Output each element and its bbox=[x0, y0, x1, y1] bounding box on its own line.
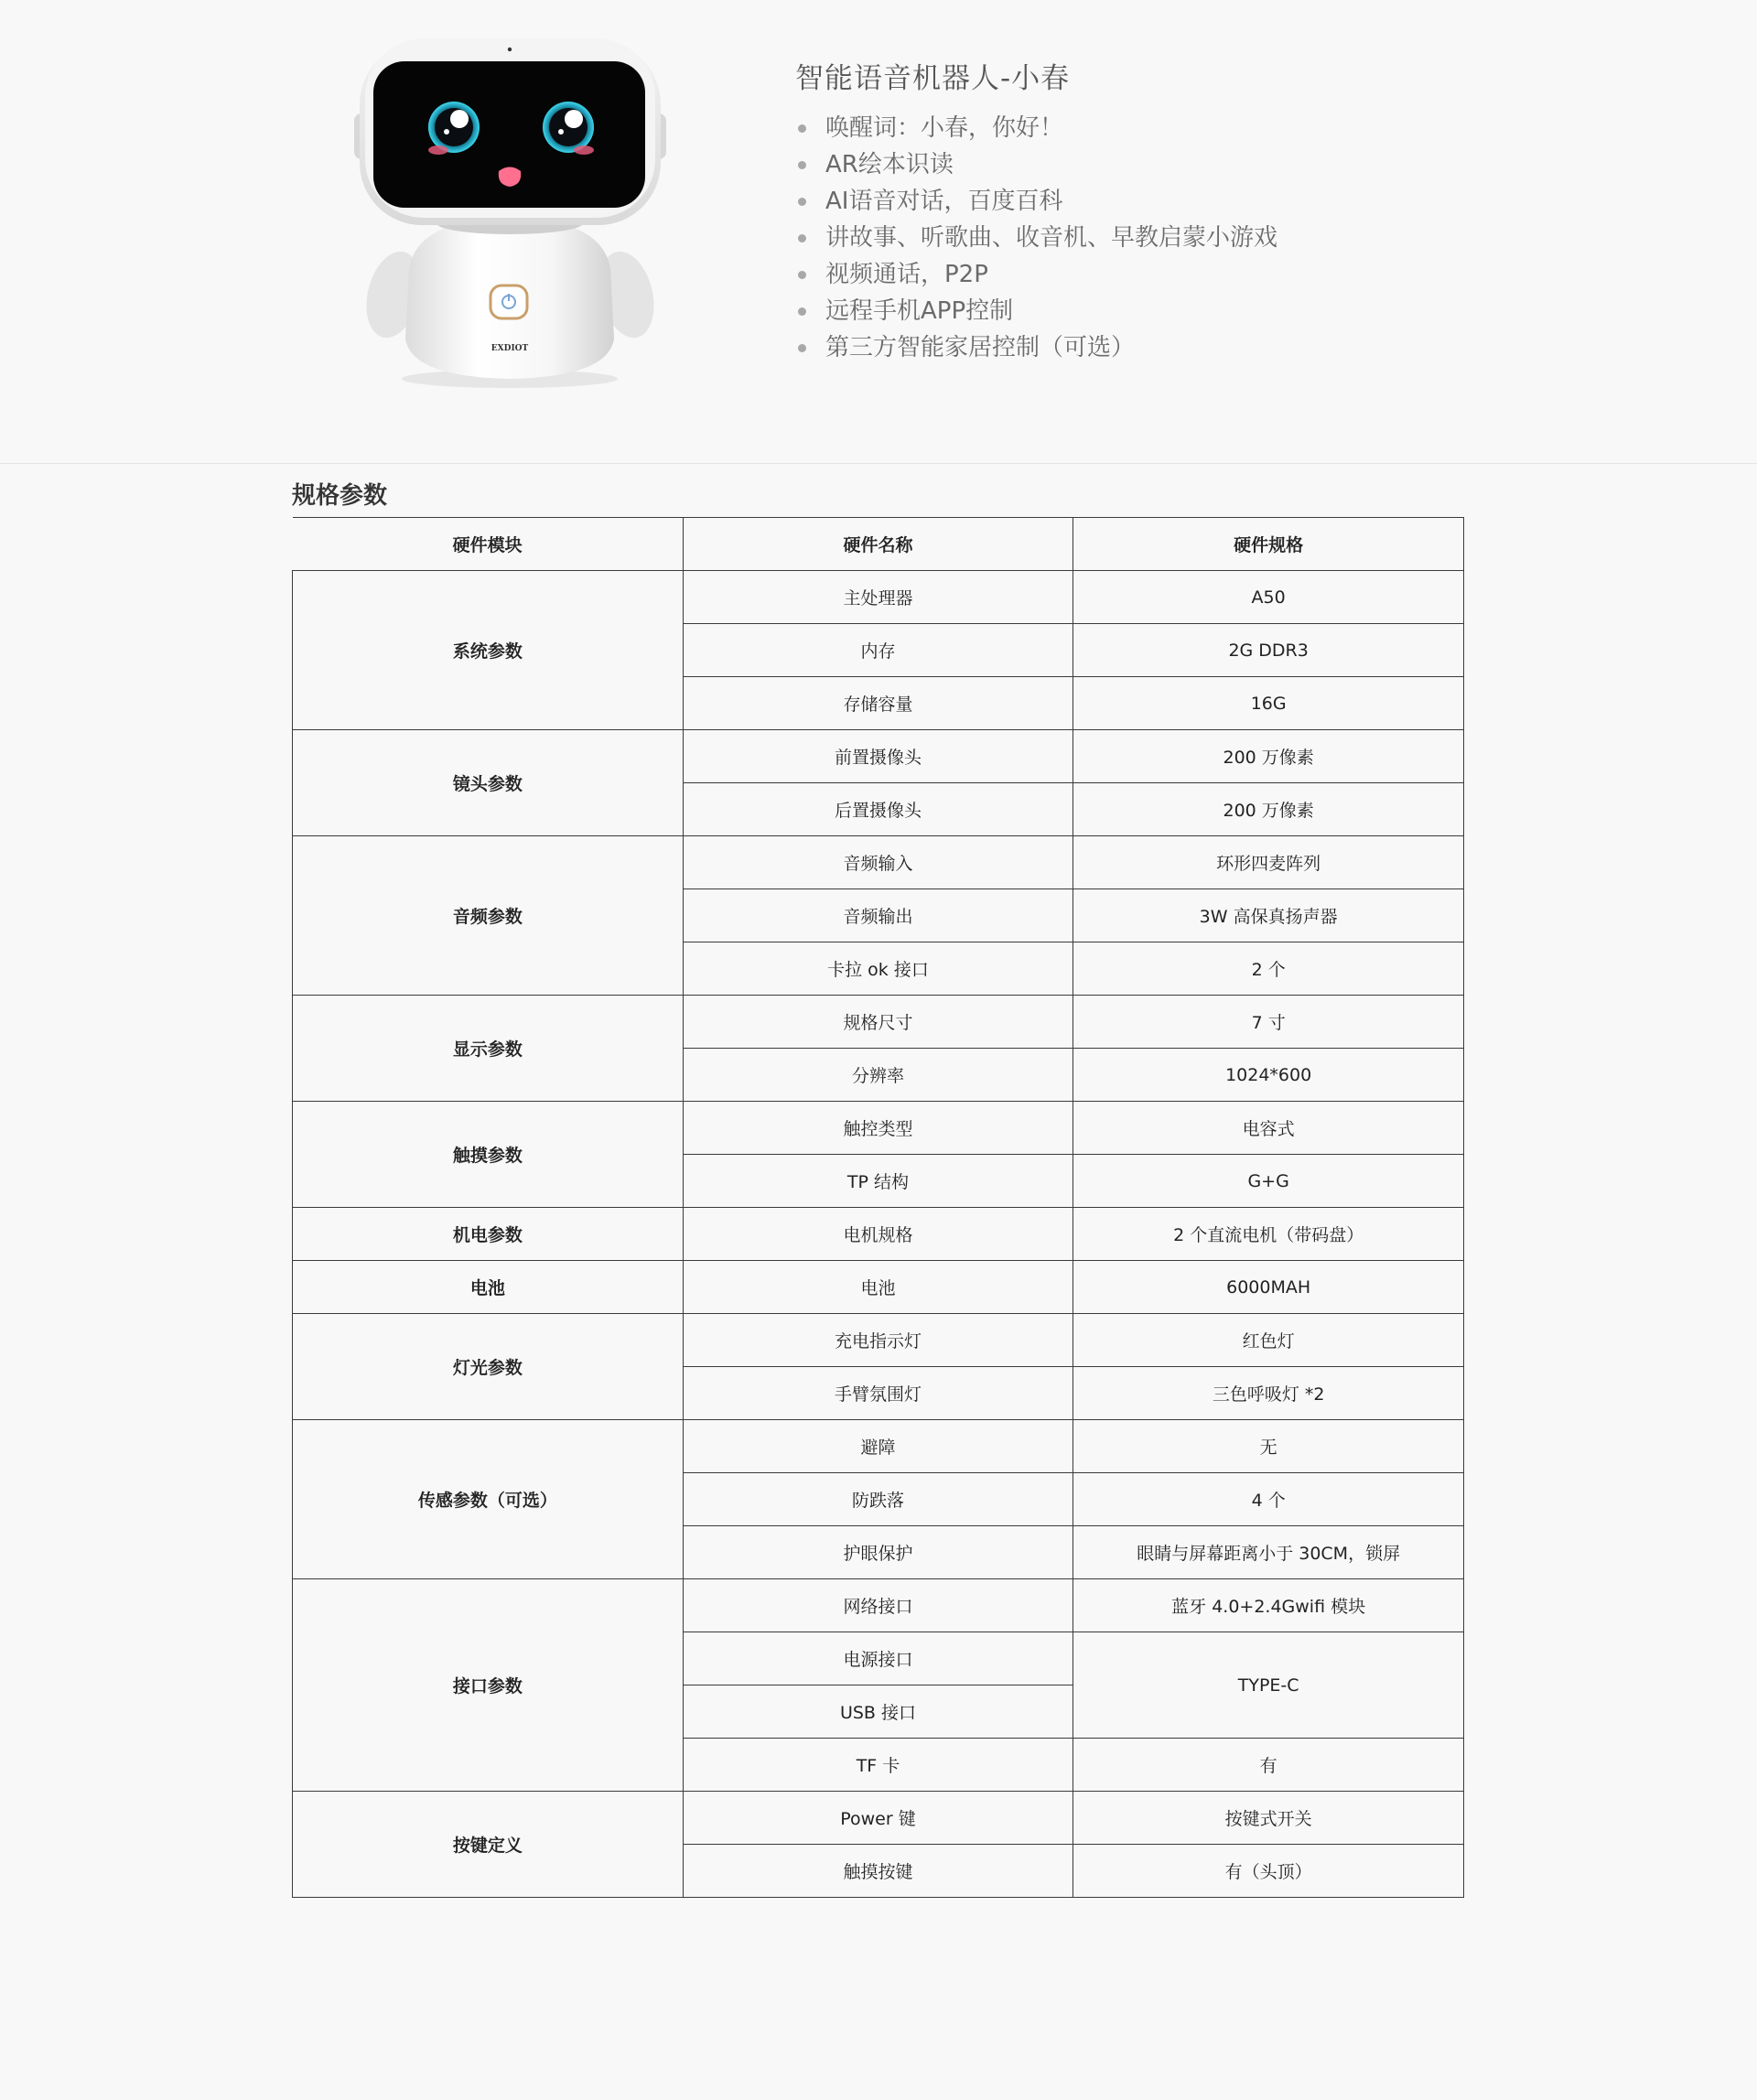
hardware-name-cell: 电源接口 bbox=[683, 1632, 1073, 1685]
table-row bbox=[293, 1102, 1464, 1155]
hardware-spec-cell: 2G DDR3 bbox=[1073, 624, 1464, 677]
hardware-spec-cell: 红色灯 bbox=[1073, 1314, 1464, 1367]
module-cell: 接口参数 bbox=[293, 1579, 684, 1792]
hardware-name-cell: USB 接口 bbox=[683, 1685, 1073, 1739]
hardware-spec-cell: 电容式 bbox=[1073, 1102, 1464, 1155]
product-title: 智能语音机器人-小春 bbox=[795, 62, 1071, 95]
bullet-icon bbox=[798, 198, 806, 206]
bullet-icon bbox=[798, 344, 806, 352]
table-row bbox=[293, 996, 1464, 1049]
hardware-name-cell: 触摸按键 bbox=[683, 1845, 1073, 1898]
hardware-spec-cell: 7 寸 bbox=[1073, 996, 1464, 1049]
table-row bbox=[293, 836, 1464, 889]
module-cell: 触摸参数 bbox=[293, 1102, 684, 1208]
hardware-spec-cell: 1024*600 bbox=[1073, 1049, 1464, 1102]
table-row bbox=[293, 571, 1464, 624]
hardware-name-cell: 电机规格 bbox=[683, 1208, 1073, 1261]
hardware-spec-cell: 眼睛与屏幕距离小于 30CM，锁屏 bbox=[1073, 1526, 1464, 1579]
feature-text: 唤醒词：小春，你好！ bbox=[825, 114, 1064, 142]
table-row bbox=[293, 730, 1464, 783]
robot-illustration bbox=[352, 29, 668, 391]
hardware-spec-cell: 6000MAH bbox=[1073, 1261, 1464, 1314]
module-cell: 音频参数 bbox=[293, 836, 684, 996]
hardware-name-cell: 主处理器 bbox=[683, 571, 1073, 624]
table-row bbox=[293, 1420, 1464, 1473]
hardware-spec-cell: 3W 高保真扬声器 bbox=[1073, 889, 1464, 942]
hardware-spec-cell: A50 bbox=[1073, 571, 1464, 624]
hardware-name-cell: 音频输入 bbox=[683, 836, 1073, 889]
module-cell: 机电参数 bbox=[293, 1208, 684, 1261]
hardware-name-cell: 规格尺寸 bbox=[683, 996, 1073, 1049]
bullet-icon bbox=[798, 234, 806, 242]
hardware-name-cell: 护眼保护 bbox=[683, 1526, 1073, 1579]
bullet-icon bbox=[798, 124, 806, 133]
module-cell: 镜头参数 bbox=[293, 730, 684, 836]
hardware-name-cell: 卡拉 ok 接口 bbox=[683, 942, 1073, 996]
hardware-name-cell: 前置摄像头 bbox=[683, 730, 1073, 783]
table-row bbox=[293, 1261, 1464, 1314]
table-row bbox=[293, 1579, 1464, 1632]
hardware-name-cell: 触控类型 bbox=[683, 1102, 1073, 1155]
robot-brand-mark: EXDIOT bbox=[490, 344, 529, 353]
hardware-spec-cell: 有 bbox=[1073, 1739, 1464, 1792]
hardware-name-cell: 内存 bbox=[683, 624, 1073, 677]
feature-item bbox=[796, 329, 1277, 366]
product-hero bbox=[0, 0, 1757, 464]
hardware-spec-cell: 有（头顶） bbox=[1073, 1845, 1464, 1898]
module-cell: 显示参数 bbox=[293, 996, 684, 1102]
feature-item bbox=[796, 256, 1277, 293]
hardware-name-cell: 后置摄像头 bbox=[683, 783, 1073, 836]
spec-heading: 规格参数 bbox=[292, 482, 388, 510]
hardware-name-cell: 电池 bbox=[683, 1261, 1073, 1314]
hardware-name-cell: 分辨率 bbox=[683, 1049, 1073, 1102]
module-cell: 传感参数（可选） bbox=[293, 1420, 684, 1579]
hardware-spec-cell: G+G bbox=[1073, 1155, 1464, 1208]
feature-item bbox=[796, 110, 1277, 146]
module-cell: 电池 bbox=[293, 1261, 684, 1314]
hardware-name-cell: 防跌落 bbox=[683, 1473, 1073, 1526]
hardware-spec-cell: 2 个直流电机（带码盘） bbox=[1073, 1208, 1464, 1261]
hardware-name-cell: 手臂氛围灯 bbox=[683, 1367, 1073, 1420]
feature-text: AR绘本识读 bbox=[825, 151, 954, 178]
hardware-spec-cell: 无 bbox=[1073, 1420, 1464, 1473]
module-cell: 灯光参数 bbox=[293, 1314, 684, 1420]
hardware-name-cell: 避障 bbox=[683, 1420, 1073, 1473]
feature-item bbox=[796, 183, 1277, 220]
column-header-spec: 硬件规格 bbox=[1073, 518, 1464, 571]
hardware-spec-cell: 2 个 bbox=[1073, 942, 1464, 996]
feature-text: 第三方智能家居控制（可选） bbox=[825, 334, 1136, 361]
hardware-spec-cell: 200 万像素 bbox=[1073, 783, 1464, 836]
hardware-name-cell: TF 卡 bbox=[683, 1739, 1073, 1792]
robot-product-image bbox=[352, 29, 668, 391]
feature-list bbox=[796, 110, 1277, 366]
hardware-name-cell: 网络接口 bbox=[683, 1579, 1073, 1632]
table-header-row bbox=[293, 518, 1464, 571]
hardware-spec-cell: 4 个 bbox=[1073, 1473, 1464, 1526]
module-cell: 系统参数 bbox=[293, 571, 684, 730]
feature-item bbox=[796, 220, 1277, 256]
module-cell: 按键定义 bbox=[293, 1792, 684, 1898]
feature-text: 视频通话，P2P bbox=[825, 261, 988, 288]
feature-item bbox=[796, 293, 1277, 329]
hardware-spec-cell: 按键式开关 bbox=[1073, 1792, 1464, 1845]
hardware-spec-cell: 环形四麦阵列 bbox=[1073, 836, 1464, 889]
feature-text: 讲故事、听歌曲、收音机、早教启蒙小游戏 bbox=[825, 224, 1278, 252]
hardware-name-cell: 存储容量 bbox=[683, 677, 1073, 730]
spec-table bbox=[292, 517, 1464, 1898]
bullet-icon bbox=[798, 271, 806, 279]
hardware-name-cell: 音频输出 bbox=[683, 889, 1073, 942]
feature-text: AI语音对话，百度百科 bbox=[825, 188, 1063, 215]
table-row bbox=[293, 1314, 1464, 1367]
table-row bbox=[293, 1792, 1464, 1845]
bullet-icon bbox=[798, 307, 806, 316]
hardware-name-cell: Power 键 bbox=[683, 1792, 1073, 1845]
hardware-spec-cell: 三色呼吸灯 *2 bbox=[1073, 1367, 1464, 1420]
hardware-spec-cell: 200 万像素 bbox=[1073, 730, 1464, 783]
hardware-spec-cell: 蓝牙 4.0+2.4Gwifi 模块 bbox=[1073, 1579, 1464, 1632]
column-header-name: 硬件名称 bbox=[683, 518, 1073, 571]
bullet-icon bbox=[798, 161, 806, 169]
hardware-name-cell: 充电指示灯 bbox=[683, 1314, 1073, 1367]
feature-text: 远程手机APP控制 bbox=[825, 297, 1014, 325]
feature-item bbox=[796, 146, 1277, 183]
hardware-spec-cell: 16G bbox=[1073, 677, 1464, 730]
table-row bbox=[293, 1208, 1464, 1261]
column-header-module: 硬件模块 bbox=[293, 518, 684, 571]
hardware-name-cell: TP 结构 bbox=[683, 1155, 1073, 1208]
hardware-spec-cell: TYPE-C bbox=[1073, 1632, 1464, 1739]
